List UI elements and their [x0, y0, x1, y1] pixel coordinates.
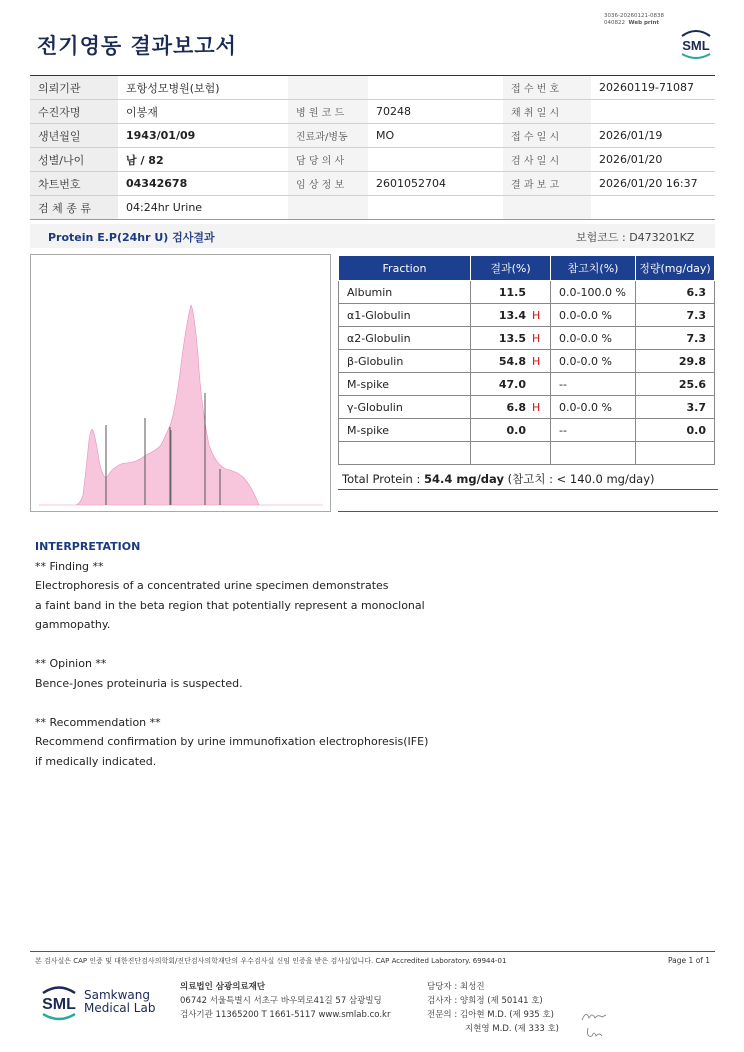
info-label [503, 196, 591, 220]
result-cell [471, 373, 551, 396]
staff-in-charge: 담당자 : 최성진 [427, 982, 485, 992]
high-flag: H [532, 400, 541, 414]
curve-area [39, 305, 323, 505]
quantity-value [636, 442, 715, 465]
col-header-reference: 참고치(%) [551, 256, 636, 281]
signature-image [584, 1024, 606, 1040]
recommendation-text: Recommend confirmation by urine immunofixation electrophoresis(IFE) [35, 735, 429, 748]
finding-text: gammopathy. [35, 618, 111, 631]
result-value: 47.0 [498, 377, 526, 391]
staff-specialist-2: 지현영 M.D. (제 333 호) [465, 1024, 560, 1034]
recommendation-text: if medically indicated. [35, 754, 157, 768]
result-value: 0.0 [506, 423, 526, 437]
result-cell [471, 419, 551, 442]
result-value: 13.4 [498, 308, 526, 322]
reference-range: 0.0-0.0 % [551, 350, 636, 373]
result-cell [471, 327, 551, 350]
info-value: 이봉재 [118, 100, 288, 124]
col-header-quantity: 정량(mg/day) [636, 256, 715, 281]
info-row [30, 148, 715, 172]
result-cell [471, 281, 551, 304]
info-value: MO [368, 124, 503, 148]
fraction-name: γ-Globulin [339, 396, 471, 419]
electrophoresis-graph [30, 254, 331, 512]
quantity-value: 3.7 [636, 396, 715, 419]
info-label: 수진자명 [30, 100, 118, 124]
divider [338, 489, 718, 490]
result-row [339, 304, 715, 327]
col-header-fraction: Fraction [339, 256, 471, 281]
info-value: 04:24hr Urine [118, 196, 288, 220]
fraction-name: Albumin [339, 281, 471, 304]
reference-range: 0.0-0.0 % [551, 327, 636, 350]
info-label: 병 원 코 드 [288, 100, 368, 124]
info-label: 의뢰기관 [30, 76, 118, 100]
result-row [339, 350, 715, 373]
reference-range: -- [551, 419, 636, 442]
info-label: 차트번호 [30, 172, 118, 196]
info-value [368, 148, 503, 172]
info-value: 70248 [368, 100, 503, 124]
info-value: 포항성모병원(보험) [118, 76, 288, 100]
result-row [339, 419, 715, 442]
info-label: 담 당 의 사 [288, 148, 368, 172]
info-value [591, 196, 715, 220]
total-protein [342, 471, 655, 487]
total-label: Total Protein : [342, 472, 425, 486]
fraction-name: M-spike [339, 419, 471, 442]
result-row [339, 281, 715, 304]
staff-tester: 검사자 : 양희정 (제 50141 호) [427, 996, 543, 1006]
info-row [30, 172, 715, 196]
fraction-name: α2-Globulin [339, 327, 471, 350]
recommendation-heading: ** Recommendation ** [35, 715, 161, 729]
result-row [339, 396, 715, 419]
info-row [30, 196, 715, 220]
fraction-name: β-Globulin [339, 350, 471, 373]
info-value: 1943/01/09 [118, 124, 288, 148]
lab-name-line1: Samkwang [84, 988, 150, 1002]
section-title: Protein E.P(24hr U) 검사결과 [48, 231, 215, 244]
total-reference: (참고치 : < 140.0 mg/day) [503, 472, 655, 486]
print-meta-web: Web print [628, 20, 660, 26]
info-label: 임 상 정 보 [288, 172, 368, 196]
result-cell [471, 442, 551, 465]
info-value: 04342678 [118, 172, 288, 196]
page-number: Page 1 of 1 [668, 956, 711, 965]
result-cell [471, 396, 551, 419]
fraction-name [339, 442, 471, 465]
finding-text: Electrophoresis of a concentrated urine specimen demonstrates [35, 579, 389, 592]
institution-info [180, 980, 390, 1022]
fraction-name: M-spike [339, 373, 471, 396]
sml-footer-logo-icon [37, 982, 81, 1022]
info-value: 2026/01/19 [591, 124, 715, 148]
info-value: 2026/01/20 [591, 148, 715, 172]
info-value [368, 196, 503, 220]
results-table [338, 255, 715, 465]
interpretation-section [35, 537, 635, 771]
svg-text:SML: SML [42, 996, 76, 1013]
opinion-heading: ** Opinion ** [35, 657, 107, 670]
staff-specialist: 전문의 : 김아현 M.D. (제 935 호) [427, 1010, 554, 1020]
info-label: 검 체 종 류 [30, 196, 118, 220]
info-label: 접 수 일 시 [503, 124, 591, 148]
sml-logo-icon [676, 26, 716, 62]
result-row [339, 442, 715, 465]
institution-name: 의료법인 삼광의료재단 [180, 982, 266, 992]
high-flag: H [532, 354, 541, 368]
result-value: 13.5 [498, 331, 526, 345]
info-value: 20260119-71087 [591, 76, 715, 100]
patient-info-table [30, 75, 715, 220]
info-label [288, 76, 368, 100]
institution-contact: 검사기관 11365200 T 1661-5117 www.smlab.co.kr [180, 1010, 391, 1020]
info-label: 검 사 일 시 [503, 148, 591, 172]
quantity-value: 25.6 [636, 373, 715, 396]
print-meta-code: 040822 [604, 20, 625, 26]
info-row [30, 76, 715, 100]
quantity-value: 7.3 [636, 327, 715, 350]
result-value: 6.8 [506, 400, 526, 414]
info-label: 결 과 보 고 [503, 172, 591, 196]
svg-text:SML: SML [682, 38, 710, 53]
info-label: 진료과/병동 [288, 124, 368, 148]
fraction-name: α1-Globulin [339, 304, 471, 327]
info-value: 남 / 82 [118, 148, 288, 172]
interpretation-heading: INTERPRETATION [35, 540, 141, 553]
footer-divider [30, 951, 715, 952]
total-value: 54.4 mg/day [424, 472, 504, 486]
quantity-value: 7.3 [636, 304, 715, 327]
result-value: 54.8 [498, 354, 526, 368]
reference-range: 0.0-100.0 % [551, 281, 636, 304]
divider [338, 511, 718, 512]
reference-range: -- [551, 373, 636, 396]
print-meta [604, 13, 664, 27]
result-cell [471, 350, 551, 373]
info-label: 접 수 번 호 [503, 76, 591, 100]
info-value: 2026/01/20 16:37 [591, 172, 715, 196]
result-row [339, 373, 715, 396]
info-row [30, 100, 715, 124]
result-row [339, 327, 715, 350]
col-header-result: 결과(%) [471, 256, 551, 281]
reference-range [551, 442, 636, 465]
staff-info [427, 980, 559, 1036]
info-value [591, 100, 715, 124]
lab-name-line2: Medical Lab [84, 1001, 156, 1015]
opinion-text: Bence-Jones proteinuria is suspected. [35, 676, 243, 690]
high-flag: H [532, 331, 541, 345]
institution-address: 06742 서울특별시 서초구 바우뫼로41길 57 삼광빌딩 [180, 996, 382, 1006]
electrophoresis-curve [31, 255, 330, 511]
result-value: 11.5 [498, 285, 526, 299]
accreditation-note: 본 검사실은 CAP 인증 및 대한진단검사의학회/진단검사의학재단의 우수검사실 신임 인증을 받은 검사실입니다. CAP Accredited Laboratory. 69944-01 [35, 957, 507, 965]
info-label [288, 196, 368, 220]
lab-name [84, 989, 155, 1015]
quantity-value: 0.0 [636, 419, 715, 442]
quantity-value: 29.8 [636, 350, 715, 373]
insurance-code: 보험코드 : D473201KZ [576, 231, 695, 244]
finding-heading: ** Finding ** [35, 559, 104, 573]
finding-text: a faint band in the beta region that potentially represent a monoclonal [35, 598, 425, 612]
info-value [368, 76, 503, 100]
signature-image [580, 1008, 608, 1024]
quantity-value: 6.3 [636, 281, 715, 304]
info-row [30, 124, 715, 148]
page-title: 전기영동 결과보고서 [37, 34, 237, 58]
reference-range: 0.0-0.0 % [551, 304, 636, 327]
info-value: 2601052704 [368, 172, 503, 196]
result-cell [471, 304, 551, 327]
reference-range: 0.0-0.0 % [551, 396, 636, 419]
high-flag: H [532, 308, 541, 322]
info-label: 생년월일 [30, 124, 118, 148]
info-label: 성별/나이 [30, 148, 118, 172]
print-meta-id: 3036-20260121-0838 [604, 13, 664, 19]
info-label: 채 취 일 시 [503, 100, 591, 124]
